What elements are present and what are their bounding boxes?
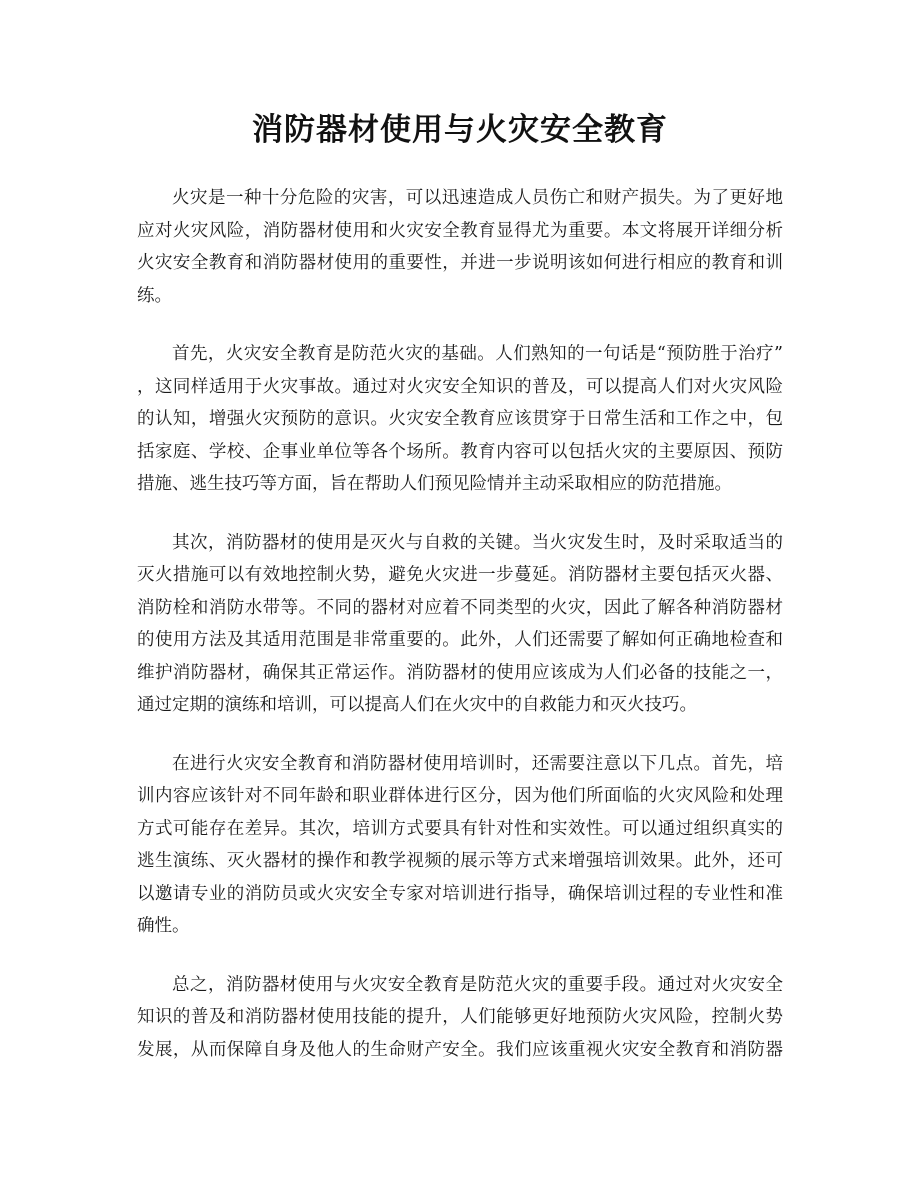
paragraph-line: 应对火灾风险，消防器材使用和火灾安全教育显得尤为重要。本文将展开详细分析 [137,220,783,241]
paragraph-5 [137,969,783,1067]
paragraph-1 [137,182,783,312]
paragraph-line: 首先，火灾安全教育是防范火灾的基础。人们熟知的一句话是“预防胜于治疗” [172,344,783,364]
paragraph-line: 以邀请专业的消防员或火灾安全专家对培训进行指导，确保培训过程的专业性和准 [137,883,783,904]
paragraph-2 [137,338,783,501]
paragraph-line: ，这同样适用于火灾事故。通过对火灾安全知识的普及，可以提高人们对火灾风险 [137,376,783,397]
paragraph-line: 训内容应该针对不同年龄和职业群体进行区分，因为他们所面临的火灾风险和处理 [137,786,783,806]
paragraph-line: 措施、逃生技巧等方面，旨在帮助人们预见险情并主动采取相应的防范措施。 [137,474,732,494]
paragraph-line: 火灾是一种十分危险的灾害，可以迅速造成人员伤亡和财产损失。为了更好地 [172,188,783,208]
paragraph-line: 灭火措施可以有效地控制火势，避免火灾进一步蔓延。消防器材主要包括灭火器、 [137,565,783,585]
paragraph-4 [137,748,783,943]
paragraph-line: 知识的普及和消防器材使用技能的提升，人们能够更好地预防火灾风险，控制火势 [137,1007,783,1027]
paragraph-line: 发展，从而保障自身及他人的生命财产安全。我们应该重视火灾安全教育和消防器 [137,1039,783,1060]
paragraph-line: 的认知，增强火灾预防的意识。火灾安全教育应该贯穿于日常生活和工作之中，包 [137,409,783,429]
paragraph-line: 确性。 [137,916,190,936]
paragraph-line: 在进行火灾安全教育和消防器材使用培训时，还需要注意以下几点。首先，培 [172,753,783,774]
paragraph-line: 逃生演练、灭火器材的操作和教学视频的展示等方式来增强培训效果。此外，还可 [137,851,783,871]
paragraph-line: 方式可能存在差异。其次，培训方式要具有针对性和实效性。可以通过组织真实的 [137,818,783,839]
paragraph-line: 消防栓和消防水带等。不同的器材对应着不同类型的火灾，因此了解各种消防器材 [137,597,783,618]
paragraph-line: 总之，消防器材使用与火灾安全教育是防范火灾的重要手段。通过对火灾安全 [172,974,783,995]
paragraph-line: 的使用方法及其适用范围是非常重要的。此外，人们还需要了解如何正确地检查和 [137,630,783,650]
paragraph-line: 通过定期的演练和培训，可以提高人们在火灾中的自救能力和灭火技巧。 [137,695,697,715]
document-title: 消防器材使用与火灾安全教育 [252,112,668,148]
paragraph-line: 维护消防器材，确保其正常运作。消防器材的使用应该成为人们必备的技能之一， [137,662,783,683]
paragraph-line: 其次，消防器材的使用是灭火与自救的关键。当火灾发生时，及时采取适当的 [172,532,783,553]
paragraph-3 [137,527,783,722]
paragraph-line: 火灾安全教育和消防器材使用的重要性，并进一步说明该如何进行相应的教育和训 [137,253,783,273]
paragraph-line: 括家庭、学校、企事业单位等各个场所。教育内容可以包括火灾的主要原因、预防 [137,441,783,462]
paragraph-line: 练。 [137,285,172,306]
document-body [137,182,783,1092]
